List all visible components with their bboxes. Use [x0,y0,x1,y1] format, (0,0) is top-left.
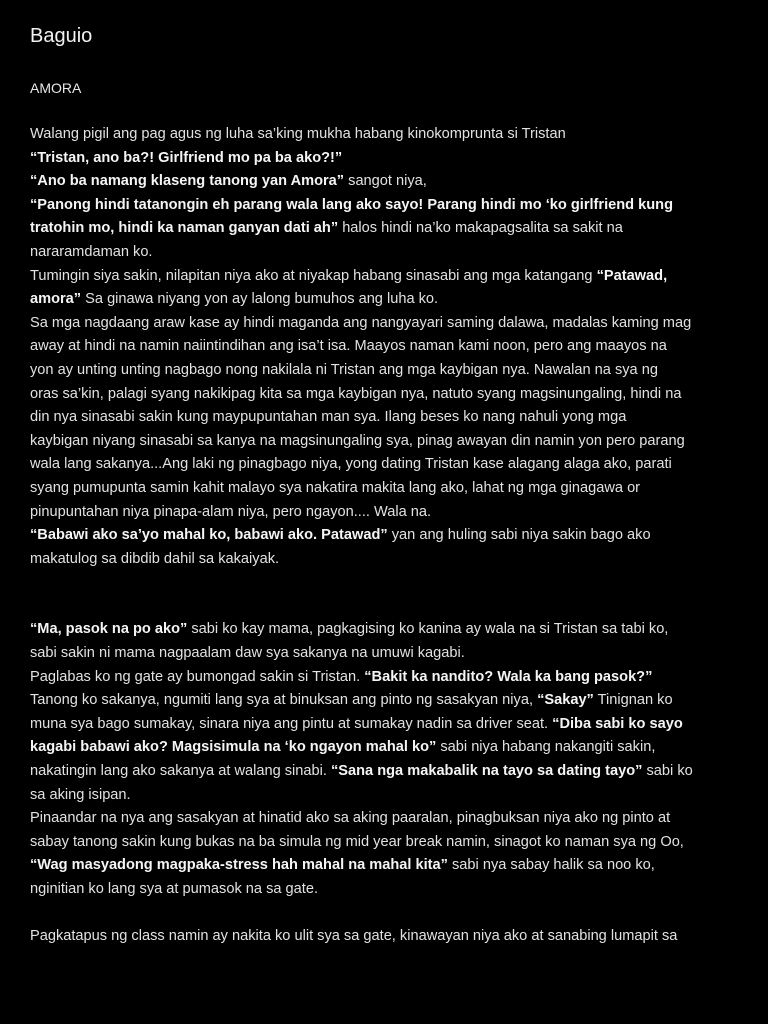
dialogue-text: “Bakit ka nandito? Wala ka bang pasok?” [364,668,653,685]
text-line [30,241,744,265]
dialogue-text: tratohin mo, hindi ka naman ganyan dati ah” [30,220,339,237]
text-line [30,925,744,949]
text-line [30,548,744,572]
dialogue-text: “Sakay” [537,692,594,709]
text-line [30,194,744,218]
dialogue-text: kagabi babawi ako? Magsisimula na ‘ko ngayon mahal ko” [30,739,437,756]
narration-text: kaybigan niyang sinasabi sa kanya na magsinungaling sya, pinag awayan din namin yon pero parang [30,432,685,449]
dialogue-text: “Sana nga makabalik na tayo sa dating tayo” [331,763,643,780]
text-line [30,501,744,525]
narration-text: halos hindi na’ko makapagsalita sa sakit na [338,220,623,237]
text-line [30,689,744,713]
text-line [30,383,744,407]
narration-text: muna sya bago sumakay, sinara niya ang pintu at sumakay nadin sa driver seat. [30,715,553,732]
narration-text: sa aking isipan. [30,786,131,803]
text-line [30,335,744,359]
text-line [30,453,744,477]
narration-text: Pagkatapus ng class namin ay nakita ko ulit sya sa gate, kinawayan niya ako at sanabing lumapit sa [30,928,678,945]
text-line [30,854,744,878]
page-title: Baguio [30,25,93,47]
narration-text: Pinaandar na nya ang sasakyan at hinatid ako sa aking paaralan, pinagbuksan niya ako ng pinto at [30,810,671,827]
text-line [30,288,744,312]
narration-text: sabay tanong sakin kung bukas na ba simula ng mid year break namin, sinagot ko naman sya ng Oo, [30,833,684,850]
narration-text: sabi nya sabay halik sa noo ko, [447,857,655,874]
text-line [30,359,744,383]
narration-text: nginitian ko lang sya at pumasok na sa gate. [30,881,319,897]
text-line [30,430,744,454]
narration-text: Tinignan ko [593,692,673,709]
narration-text: din nya sinasabi sakin kung maypupuntahan man sya. Ilang beses ko nang nahuli yong mga [30,409,627,426]
narration-text: sabi ko [642,763,693,780]
narration-text: Walang pigil ang pag agus ng luha sa’king mukha habang kinokomprunta si Tristan [30,126,566,142]
text-line [30,477,744,501]
dialogue-text: “Patawad, [596,267,668,284]
text-line [30,312,744,336]
text-line [30,524,744,548]
blank-line [30,571,744,595]
narration-text: makatulog sa dibdib dahil sa kakaiyak. [30,550,280,567]
blank-line [30,595,744,619]
text-line [30,878,744,902]
narration-text: yon ay unting unting nagbago nong nakilala ni Tristan ang mga kaybigan nya. Nawalan na sya ng [30,361,658,378]
narration-text: Paglabas ko ng gate ay bumongad sakin si Tristan. [30,668,365,685]
text-line [30,807,744,831]
dialogue-text: “Ano ba namang klaseng tanong yan Amora” [30,173,345,190]
text-line [30,642,744,666]
text-line [30,784,744,808]
narration-text: oras sa’kin, palagi syang nakikipag kita sa mga kaybigan nya, natuto syang magsinungaling, hindi na [30,385,682,402]
dialogue-text: “Babawi ako sa’yo mahal ko, babawi ako. Patawad” [30,527,388,544]
text-line [30,147,744,171]
text-line [30,736,744,760]
text-line [30,618,744,642]
text-line [30,760,744,784]
text-line [30,831,744,855]
narration-text: sabi ko kay mama, pagkagising ko kanina ay wala na si Tristan sa tabi ko, [187,621,669,638]
narration-text: wala lang sakanya...Ang laki ng pinagbago niya, yong dating Tristan kase alagang alaga ako, parati [30,456,672,473]
narration-text: Sa mga nagdaang araw kase ay hindi maganda ang nangyayari saming dalawa, madalas kaming mag [30,314,692,331]
dialogue-text: amora” [30,291,82,308]
narration-text: Sa ginawa niyang yon ay lalong bumuhos ang luha ko. [81,291,439,308]
narration-text: away at hindi na namin naiintindihan ang isa’t isa. Maayos naman kami noon, pero ang maayos na [30,338,667,355]
text-line [30,123,744,147]
chapter-heading: AMORA [30,80,82,96]
text-line [30,666,744,690]
narration-text: Tanong ko sakanya, ngumiti lang sya at binuksan ang pinto ng sasakyan niya, [30,692,538,709]
narration-text: syang pumupunta samin kahit malayo sya nakatira makita lang ako, lahat ng mga ginagawa or [30,479,641,496]
narration-text: nararamdaman ko. [30,243,153,260]
text-line [30,170,744,194]
narration-text: Tumingin siya sakin, nilapitan niya ako at niyakap habang sinasabi ang mga katangang [30,267,597,284]
dialogue-text: “Panong hindi tatanongin eh parang wala lang ako sayo! Parang hindi mo ‘ko girlfriend kung [30,196,674,213]
narration-text: sangot niya, [344,173,427,190]
narration-text: sabi niya habang nakangiti sakin, [436,739,656,756]
blank-line [30,902,744,926]
narration-text: yan ang huling sabi niya sakin bago ako [387,527,651,544]
dialogue-text: “Tristan, ano ba?! Girlfriend mo pa ba ako?!” [30,149,343,166]
narration-text: pinupuntahan niya pinapa-alam niya, pero ngayon.... Wala na. [30,503,432,520]
text-line [30,265,744,289]
dialogue-text: “Diba sabi ko sayo [552,715,683,732]
narration-text: sabi sakin ni mama nagpaalam daw sya sakanya na umuwi kagabi. [30,645,465,662]
dialogue-text: “Wag masyadong magpaka-stress hah mahal na mahal kita” [30,857,448,874]
narration-text: nakatingin lang ako sakanya at walang sinabi. [30,763,331,780]
text-line [30,217,744,241]
dialogue-text: “Ma, pasok na po ako” [30,621,188,638]
text-line [30,406,744,430]
story-body [30,123,744,949]
text-line [30,713,744,737]
